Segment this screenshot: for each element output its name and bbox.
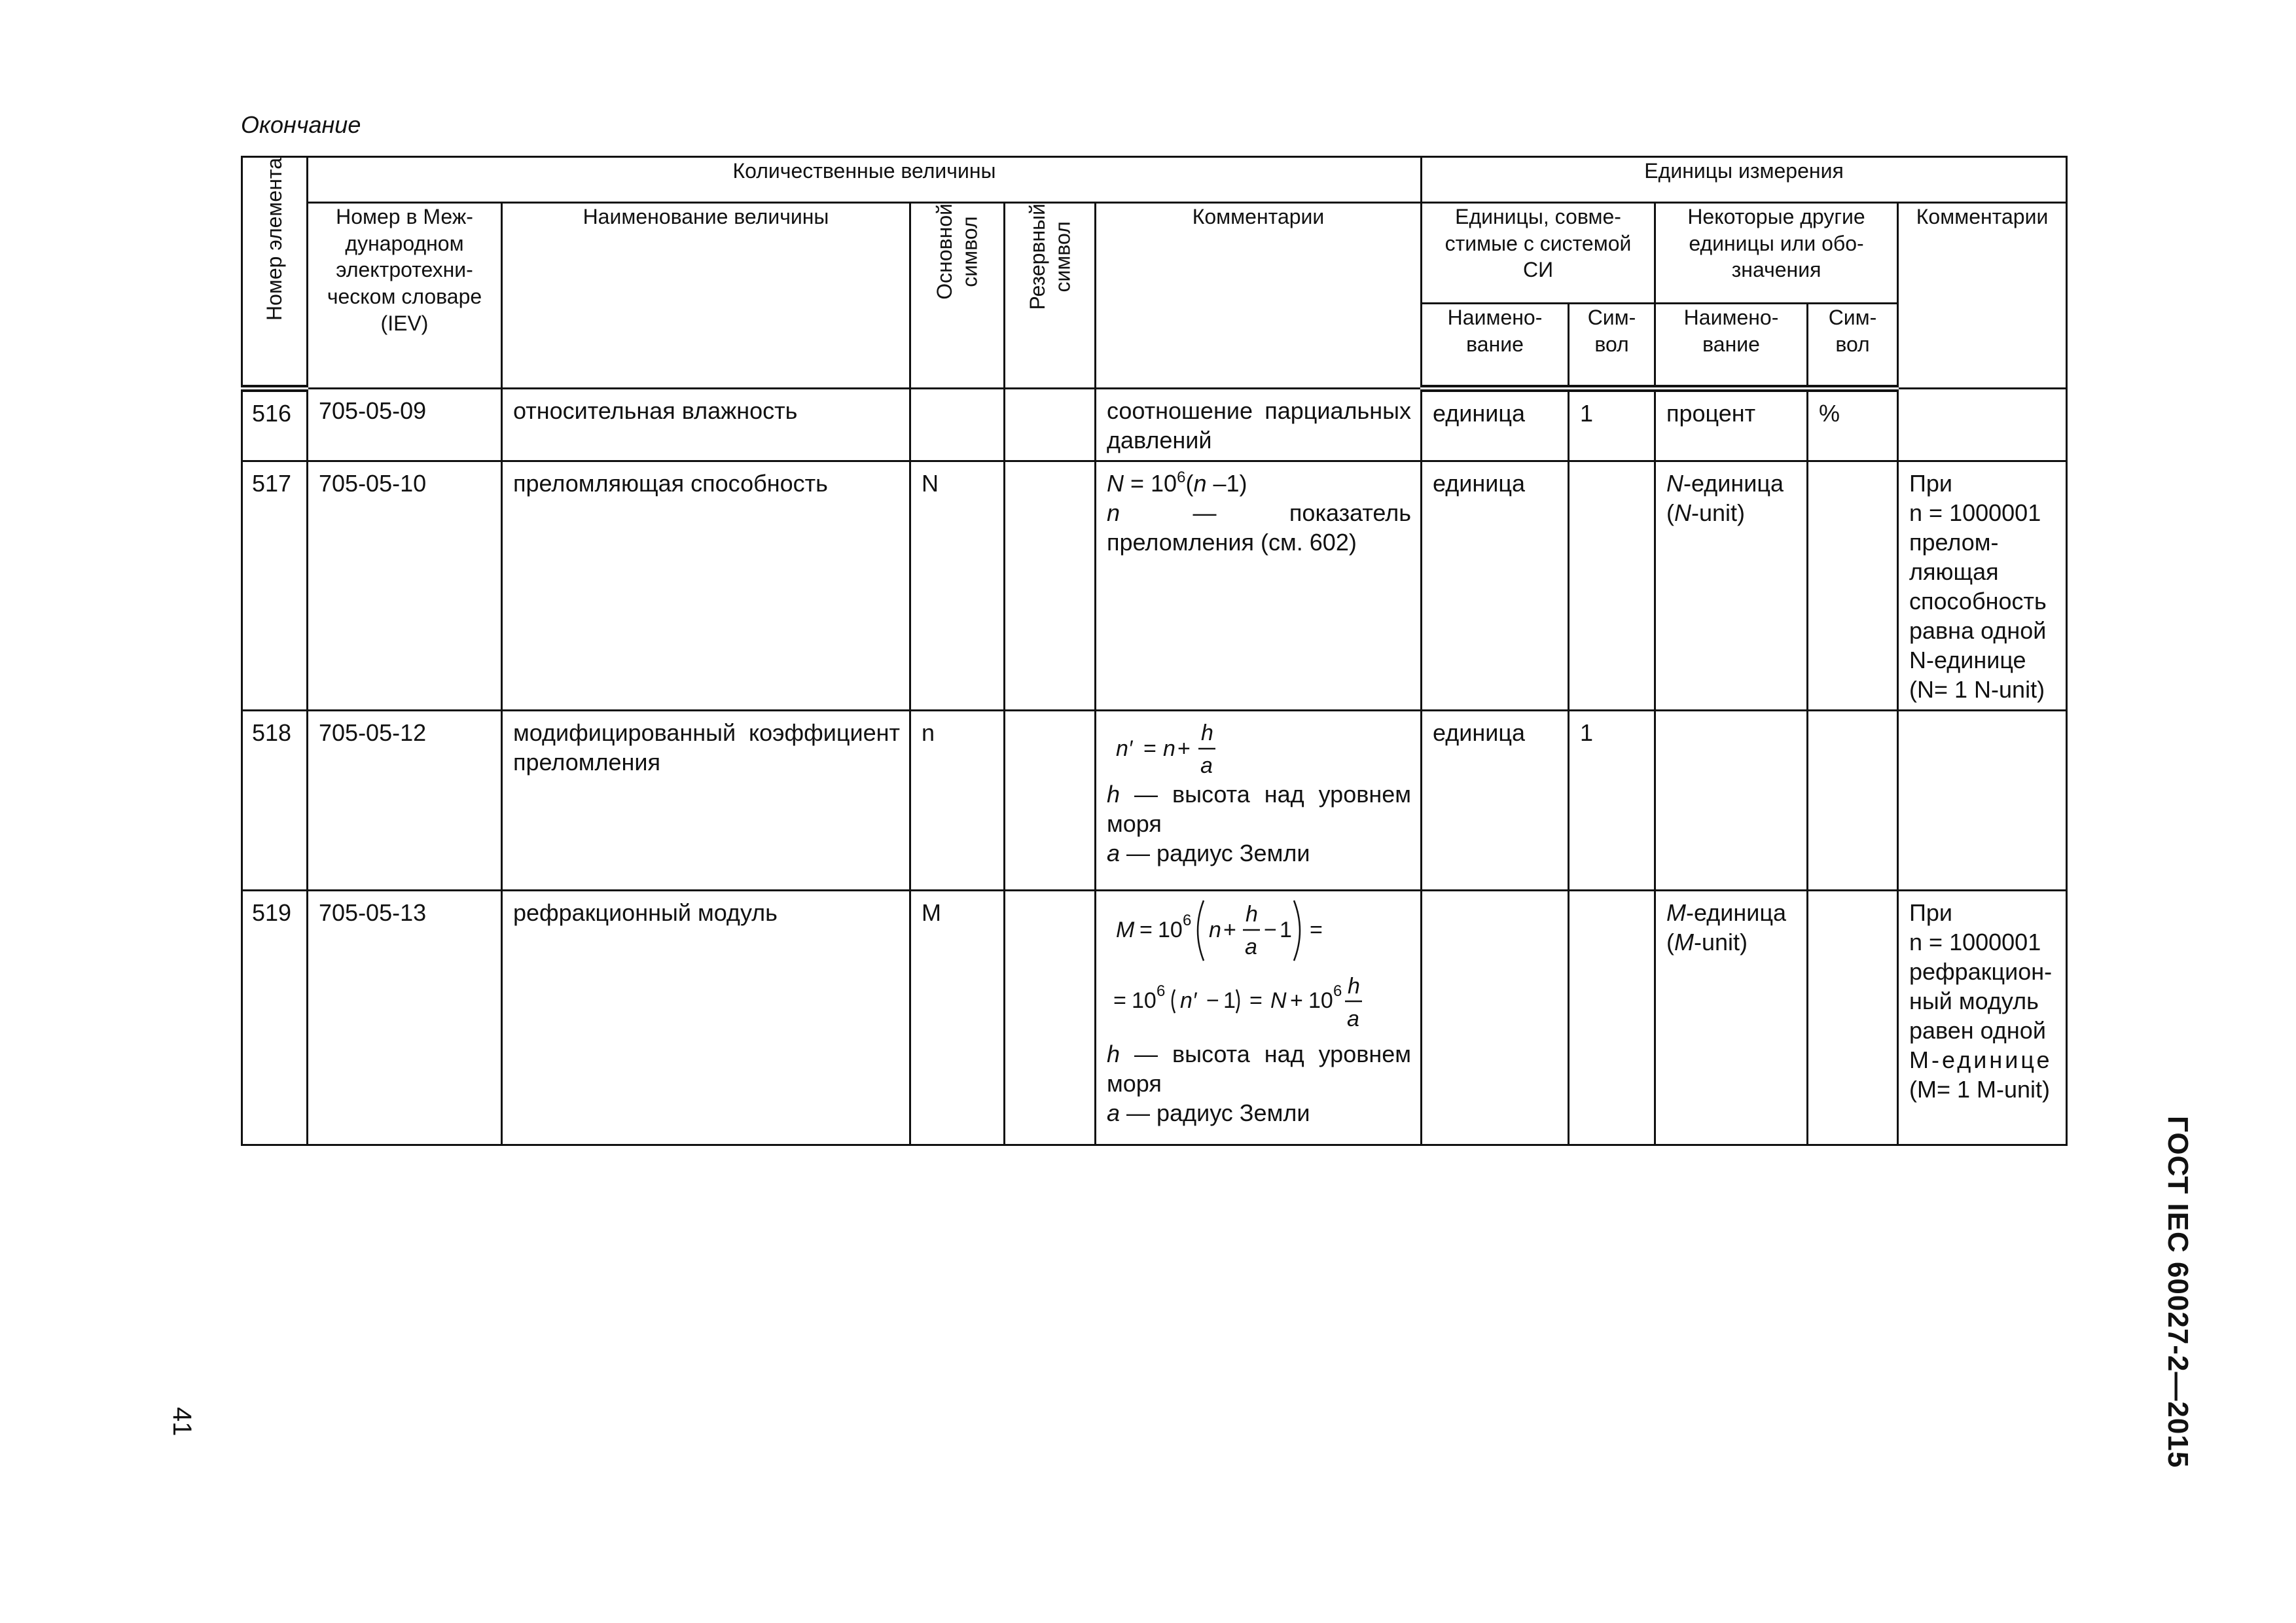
header-quantities-group: Количественные величины bbox=[308, 157, 1422, 203]
quantity-name: преломляющая способность bbox=[513, 470, 828, 497]
si-unit-symbol bbox=[1570, 462, 1654, 474]
main-symbol: N bbox=[922, 470, 939, 497]
other-unit-symbol: % bbox=[1819, 400, 1840, 427]
modified-index-formula bbox=[1111, 714, 1242, 779]
other-unit-symbol bbox=[1808, 711, 1897, 723]
unit-comment bbox=[1899, 711, 2066, 723]
svg-text:6: 6 bbox=[1157, 982, 1166, 1000]
row-number: 518 bbox=[252, 719, 292, 746]
quantity-name: относительная влажность bbox=[513, 397, 798, 424]
svg-text:=: = bbox=[1139, 918, 1153, 942]
iev-number: 705-05-13 bbox=[319, 899, 427, 926]
table-row-516 bbox=[242, 389, 2067, 461]
main-symbol: M bbox=[922, 899, 941, 926]
svg-text:=: = bbox=[1143, 736, 1157, 761]
svg-text:10: 10 bbox=[1132, 988, 1157, 1013]
iev-number: 705-05-12 bbox=[319, 719, 427, 746]
page-number: 41 bbox=[168, 1407, 196, 1436]
refraction-modulus-formula-1 bbox=[1111, 894, 1372, 970]
svg-text:=: = bbox=[1113, 988, 1126, 1013]
header-si-compatible: Единицы, совме- стимые с системой СИ bbox=[1422, 203, 1655, 304]
refraction-modulus-formula-2 bbox=[1111, 970, 1392, 1039]
unit-comment: При n = 1000001 рефракцион- ный модуль равен одной M-единице (M= 1 M-unit) bbox=[1909, 899, 2053, 1103]
header-main-symbol: Основной символ bbox=[910, 203, 1005, 389]
svg-text:M: M bbox=[1116, 918, 1135, 942]
svg-text:h: h bbox=[1201, 721, 1213, 745]
radius-definition: — радиус Земли bbox=[1126, 840, 1310, 866]
table-row-517 bbox=[242, 461, 2067, 711]
comment: M = 10 6 n + h a − 1 = = 10 6 n′ − 1 = N + 10 6 h a h — высота над уровнем моря a — радиус Земли bbox=[1096, 891, 1420, 1133]
svg-text:n: n bbox=[1209, 918, 1221, 942]
svg-text:a: a bbox=[1245, 935, 1257, 959]
row-number: 516 bbox=[252, 400, 292, 427]
reserve-symbol bbox=[1005, 711, 1094, 723]
other-unit-name: N-единица (N-unit) bbox=[1666, 470, 1784, 526]
iev-number: 705-05-09 bbox=[319, 397, 427, 424]
reserve-symbol bbox=[1005, 389, 1094, 401]
continuation-label: Окончание bbox=[241, 111, 361, 138]
svg-text:6: 6 bbox=[1183, 912, 1192, 929]
comment-text: — показатель преломления (см. 602) bbox=[1107, 499, 1412, 556]
row-number: 519 bbox=[252, 899, 292, 926]
svg-text:=: = bbox=[1310, 918, 1323, 942]
svg-text:h: h bbox=[1348, 974, 1360, 999]
svg-text:+: + bbox=[1290, 988, 1303, 1013]
other-unit-symbol bbox=[1808, 891, 1897, 903]
quantity-name: модифицированный коэффициент преломления bbox=[513, 719, 900, 776]
other-unit-name bbox=[1656, 711, 1806, 723]
svg-text:6: 6 bbox=[1333, 982, 1342, 1000]
svg-text:=: = bbox=[1249, 988, 1263, 1013]
header-other-symbol: Сим- вол bbox=[1808, 304, 1898, 389]
quantity-name: рефракционный модуль bbox=[513, 899, 778, 926]
si-unit-symbol: 1 bbox=[1580, 400, 1594, 427]
height-definition: — высота над уровнем моря bbox=[1107, 781, 1412, 837]
header-element-number: Номер элемента bbox=[242, 157, 308, 389]
svg-text:+: + bbox=[1177, 736, 1191, 761]
si-unit-name bbox=[1422, 891, 1568, 903]
main-symbol bbox=[911, 389, 1003, 401]
svg-text:10: 10 bbox=[1158, 918, 1183, 942]
height-definition: — высота над уровнем моря bbox=[1107, 1041, 1412, 1097]
comment-variable: n bbox=[1107, 499, 1121, 526]
header-comments: Комментарии bbox=[1096, 203, 1422, 389]
standard-code: ГОСТ IEC 60027-2—2015 bbox=[2162, 1116, 2194, 1469]
iev-number: 705-05-10 bbox=[319, 470, 427, 497]
other-unit-name: процент bbox=[1666, 400, 1756, 427]
svg-text:1: 1 bbox=[1280, 918, 1292, 942]
table-row-518 bbox=[242, 711, 2067, 891]
comment bbox=[1096, 462, 1420, 562]
reserve-symbol bbox=[1005, 891, 1094, 903]
svg-text:1: 1 bbox=[1223, 988, 1236, 1013]
svg-text:10: 10 bbox=[1308, 988, 1333, 1013]
header-units-group: Единицы измерения bbox=[1422, 157, 2067, 203]
svg-text:−: − bbox=[1264, 918, 1277, 942]
svg-text:n′: n′ bbox=[1116, 736, 1133, 761]
table-row-519 bbox=[242, 891, 2067, 1145]
unit-comment: При n = 1000001 прелом- ляющая способность равна одной N-единице (N= 1 N-unit) bbox=[1909, 470, 2047, 703]
svg-text:a: a bbox=[1347, 1007, 1359, 1031]
svg-text:+: + bbox=[1223, 918, 1236, 942]
header-quantity-name: Наименование величины bbox=[502, 203, 910, 389]
quantities-table bbox=[241, 156, 2068, 1146]
other-unit-symbol bbox=[1808, 462, 1897, 474]
header-other-units: Некоторые другие единицы или обо- значения bbox=[1655, 203, 1898, 304]
header-si-name: Наимено- вание bbox=[1422, 304, 1569, 389]
si-unit-name: единица bbox=[1433, 400, 1525, 427]
unit-comment bbox=[1899, 389, 2066, 401]
refractivity-formula: $N = 10^6(n$ –1) bbox=[1107, 469, 1247, 497]
si-unit-name: единица bbox=[1433, 470, 1525, 497]
header-iev-number: Номер в Меж- дународном электротехни- ческом словаре (IEV) bbox=[308, 203, 502, 389]
svg-text:−: − bbox=[1206, 988, 1219, 1013]
svg-text:n: n bbox=[1163, 736, 1175, 761]
radius-definition: — радиус Земли bbox=[1126, 1099, 1310, 1126]
reserve-symbol bbox=[1005, 462, 1094, 474]
header-reserve-symbol: Резервный символ bbox=[1005, 203, 1096, 389]
header-other-name: Наимено- вание bbox=[1655, 304, 1808, 389]
svg-text:a: a bbox=[1200, 753, 1213, 778]
svg-text:n′: n′ bbox=[1180, 988, 1197, 1013]
si-unit-name: единица bbox=[1433, 719, 1525, 746]
header-si-symbol: Сим- вол bbox=[1569, 304, 1655, 389]
row-number: 517 bbox=[252, 470, 292, 497]
main-symbol: n bbox=[922, 719, 935, 746]
other-unit-name: M-единица (M-unit) bbox=[1666, 899, 1786, 955]
header-units-comments: Комментарии bbox=[1898, 203, 2067, 389]
comment: n′ = n + h a h — высота над уровнем моря a — радиус Земли bbox=[1096, 711, 1420, 873]
si-unit-symbol: 1 bbox=[1580, 719, 1594, 746]
comment: соотношение парциальных давлений bbox=[1107, 397, 1412, 454]
si-unit-symbol bbox=[1570, 891, 1654, 903]
svg-text:N: N bbox=[1270, 988, 1287, 1013]
svg-text:h: h bbox=[1246, 902, 1258, 927]
